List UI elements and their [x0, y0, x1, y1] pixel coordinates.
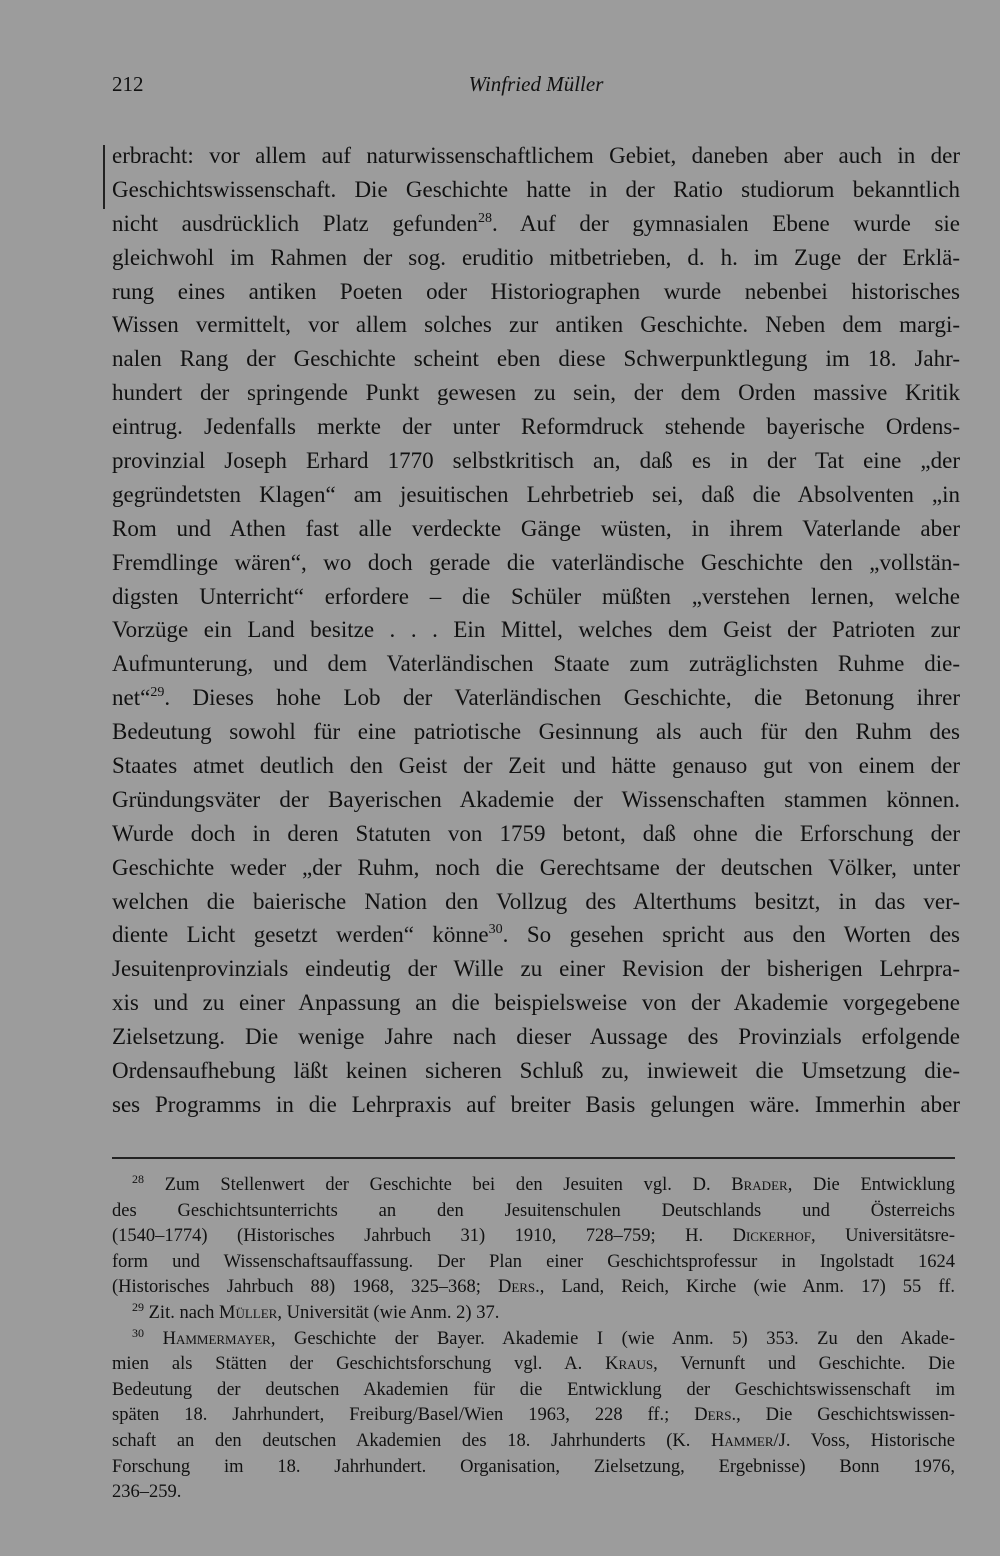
author-name: Dickerhof [732, 1226, 811, 1247]
text-line: diente Licht gesetzt werden“ könne$^{30}$. So gesehen spricht aus den Worten des [112, 922, 960, 948]
page-number: 212 [112, 72, 144, 96]
footnote-ref-30[interactable]: 30 [488, 922, 503, 938]
text-line: provinzial Joseph Erhard 1770 selbstkritisch an, daß es in der Tat eine „der [112, 448, 960, 474]
footnote-28 [112, 1173, 955, 1301]
margin-change-bar [103, 145, 105, 209]
author-name: Müller [219, 1302, 278, 1323]
footnote-line: 236–259. [112, 1482, 182, 1503]
text-line: Gründungsväter der Bayerischen Akademie der Wissenschaften stammen können. [112, 786, 960, 812]
footnote-ref-29[interactable]: 29 [150, 685, 165, 701]
author-name: Brader [731, 1175, 788, 1195]
footnotes [112, 1173, 955, 1506]
author-name: Kraus [605, 1354, 654, 1375]
text-line: Wissen vermittelt, vor allem solches zur antiken Geschichte. Neben dem margi- [112, 312, 960, 338]
text-line: welchen die baierische Nation den Vollzug des Alterthums besitzt, in das ver- [112, 888, 960, 914]
footnote-line: $^{28}$ Zum Stellenwert der Geschichte bei den Jesuiten vgl. D. Brader, Die Entwicklung [132, 1172, 955, 1195]
author-name: Ders [694, 1405, 732, 1426]
main-text [112, 139, 960, 1122]
text-line: Bedeutung sowohl für eine patriotische Gesinnung als auch für den Ruhm des [112, 719, 960, 745]
footnote-line: mien als Stätten der Geschichtsforschung vgl. A. Kraus, Vernunft und Geschichte. Die [112, 1354, 955, 1375]
text-line: gegründetsten Klagen“ am jesuitischen Lehrbetrieb sei, daß die Absolventen „in [112, 481, 960, 507]
text-line: digsten Unterricht“ erfordere – die Schüler müßten „verstehen lernen, welche [112, 583, 960, 609]
author-name: Hammer [711, 1430, 774, 1451]
footnote-line: schaft an den deutschen Akademien des 18. Jahrhunderts (K. Hammer/J. Voss, Historische [112, 1430, 955, 1451]
footnote-line: (Historisches Jahrbuch 88) 1968, 325–368; Ders., Land, Reich, Kirche (wie Anm. 17) 55 ff. [112, 1277, 955, 1298]
footnote-line: Bedeutung der deutschen Akademien für die Entwicklung der Geschichtswissenschaft im [112, 1379, 955, 1400]
text-line: rung eines antiken Poeten oder Historiographen wurde nebenbei historisches [112, 278, 960, 304]
text-line: Geschichtswissenschaft. Die Geschichte hatte in der Ratio studiorum bekanntlich [112, 176, 960, 202]
footnote-number: 30 [132, 1325, 144, 1340]
text-line: gleichwohl im Rahmen der sog. eruditio mitbetrieben, d. h. im Zuge der Erklä- [112, 244, 960, 270]
text-line: Staates atmet deutlich den Geist der Zeit und hätte genauso gut von einem der [112, 753, 960, 779]
footnote-line: Forschung im 18. Jahrhundert. Organisation, Zielsetzung, Ergebnisse) Bonn 1976, [112, 1456, 955, 1477]
footnote-line: $^{29}$ Zit. nach Müller, Universität (wie Anm. 2) 37. [132, 1299, 500, 1323]
text-line: Aufmunterung, und dem Vaterländischen Staate zum zuträglichsten Ruhme die- [112, 651, 960, 677]
footnote-number: 28 [132, 1172, 144, 1186]
page-header [112, 72, 960, 106]
footnote-line: $^{30}$ Hammermayer, Geschichte der Bayer. Akademie I (wie Anm. 5) 353. Zu den Akade- [132, 1325, 955, 1349]
footnote-line: des Geschichtsunterrichts an den Jesuitenschulen Deutschlands und Österreichs [112, 1200, 955, 1221]
text-line: Ordensaufhebung läßt keinen sicheren Schluß zu, inwieweit die Umsetzung die- [112, 1058, 960, 1084]
footnote-ref-28[interactable]: 28 [477, 210, 492, 226]
text-line: Wurde doch in deren Statuten von 1759 betont, daß ohne die Erforschung der [112, 820, 960, 846]
text-line: Fremdlinge wären“, wo doch gerade die vaterländische Geschichte den „vollstän- [112, 549, 960, 575]
text-line: Rom und Athen fast alle verdeckte Gänge wüsten, in ihrem Vaterlande aber [112, 515, 960, 541]
text-line: xis und zu einer Anpassung an die beispielsweise von der Akademie vorgegebene [112, 990, 960, 1016]
footnote-line: späten 18. Jahrhundert, Freiburg/Basel/Wien 1963, 228 ff.; Ders., Die Geschichtswissen- [112, 1405, 955, 1426]
author-name: Ders [497, 1277, 536, 1298]
text-line: nicht ausdrücklich Platz gefunden$^{28}$. Auf der gymnasialen Ebene wurde sie [112, 210, 961, 236]
text-line: Jesuitenprovinzials eindeutig der Wille zu einer Revision der bisherigen Lehrpra- [112, 956, 960, 982]
footnote-29 [112, 1301, 955, 1327]
text-line: erbracht: vor allem auf naturwissenschaftlichem Gebiet, daneben aber auch in der [112, 143, 960, 168]
running-head-author: Winfried Müller [468, 72, 604, 96]
text-line: net“$^{29}$. Dieses hohe Lob der Vaterländischen Geschichte, die Betonung ihrer [112, 685, 960, 711]
text-line: Geschichte weder „der Ruhm, noch die Gerechtsame der deutschen Völker, unter [112, 854, 960, 880]
text-line: eintrug. Jedenfalls merkte der unter Reformdruck stehende bayerische Ordens- [112, 414, 960, 440]
text-line: ses Programms in die Lehrpraxis auf breiter Basis gelungen wäre. Immerhin aber [112, 1091, 960, 1117]
footnote-line: (1540–1774) (Historisches Jahrbuch 31) 1910, 728–759; H. Dickerhof, Universitätsre- [112, 1226, 956, 1247]
text-line: nalen Rang der Geschichte scheint eben diese Schwerpunktlegung im 18. Jahr- [112, 346, 960, 372]
author-name: Hammermayer [162, 1328, 271, 1349]
footnote-line: form und Wissenschaftsauffassung. Der Plan einer Geschichtsprofessur in Ingolstadt 1624 [112, 1251, 955, 1272]
text-line: Zielsetzung. Die wenige Jahre nach dieser Aussage des Provinzials erfolgende [112, 1024, 960, 1050]
text-line: Vorzüge ein Land besitze . . . Ein Mittel, welches dem Geist der Patrioten zur [112, 617, 960, 643]
text-line: hundert der springende Punkt gewesen zu sein, der dem Orden massive Kritik [112, 380, 960, 406]
footnote-separator [112, 1157, 955, 1159]
footnote-number: 29 [132, 1299, 144, 1314]
footnote-30 [112, 1327, 955, 1506]
